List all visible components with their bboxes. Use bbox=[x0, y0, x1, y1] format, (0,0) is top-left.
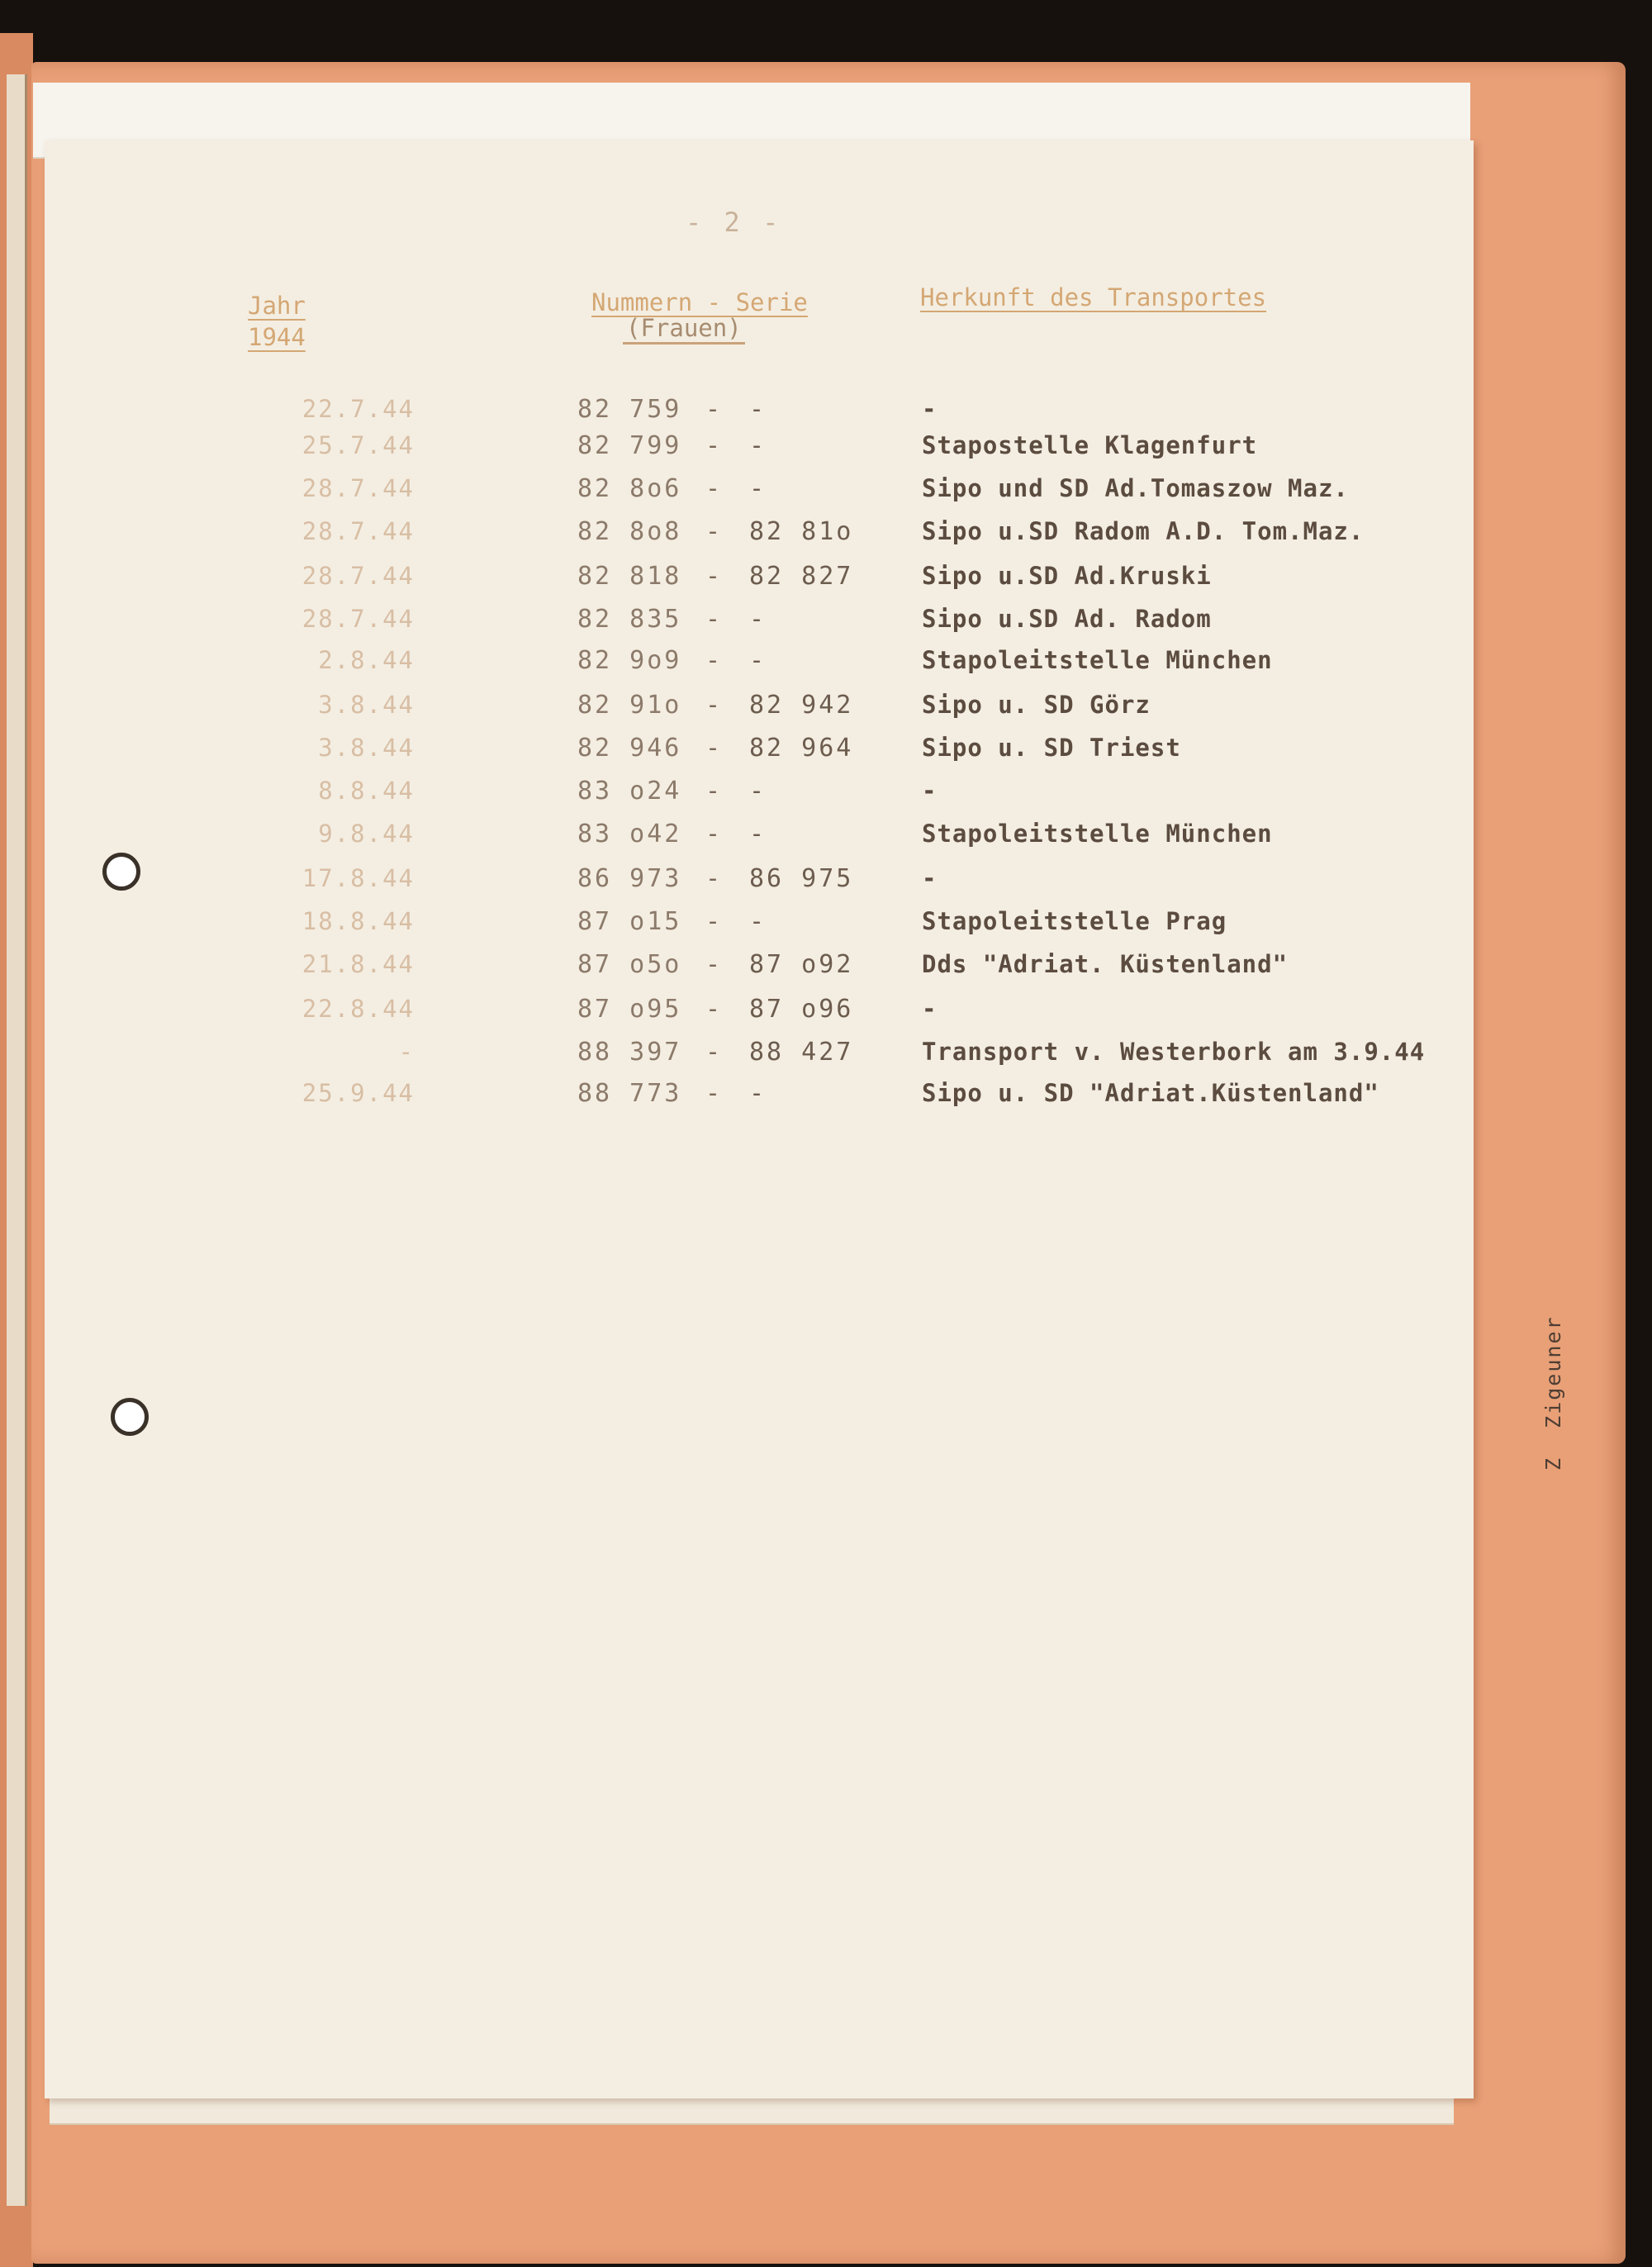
document-page bbox=[45, 140, 1474, 2098]
header-year-value: 1944 bbox=[248, 323, 306, 351]
row-number-to: 82 942 bbox=[749, 691, 854, 720]
side-label: Z Zigeuner bbox=[1541, 1315, 1565, 1471]
table-row bbox=[45, 431, 1474, 474]
row-dash: - bbox=[705, 820, 721, 848]
row-number-to: 82 81o bbox=[749, 517, 854, 546]
page-number: - 2 - bbox=[686, 207, 782, 238]
row-date: 21.8.44 bbox=[301, 950, 415, 978]
row-origin: - bbox=[922, 395, 938, 423]
row-origin: Stapoleitstelle München bbox=[922, 646, 1273, 674]
table-row bbox=[45, 734, 1474, 777]
row-date: 22.7.44 bbox=[301, 395, 415, 423]
row-number-from: 82 799 bbox=[577, 431, 682, 460]
row-origin: Sipo u.SD Ad. Radom bbox=[922, 605, 1212, 633]
row-date: 28.7.44 bbox=[301, 562, 415, 590]
row-dash: - bbox=[705, 950, 721, 979]
row-number-from: 82 8o8 bbox=[577, 517, 682, 546]
row-number-from: 82 946 bbox=[577, 734, 682, 763]
row-date: 3.8.44 bbox=[318, 734, 415, 762]
row-number-from: 82 9o9 bbox=[577, 646, 682, 675]
table-row bbox=[45, 562, 1474, 605]
row-dash: - bbox=[705, 605, 721, 634]
row-number-from: 83 o24 bbox=[577, 777, 682, 806]
row-origin: Stapoleitstelle München bbox=[922, 820, 1273, 848]
row-dash: - bbox=[705, 646, 721, 675]
row-date: 28.7.44 bbox=[301, 605, 415, 633]
row-number-to: 87 o92 bbox=[749, 950, 854, 979]
row-dash: - bbox=[705, 474, 721, 503]
row-origin: Sipo u.SD Radom A.D. Tom.Maz. bbox=[922, 517, 1365, 545]
row-number-from: 82 835 bbox=[577, 605, 682, 634]
row-date: 8.8.44 bbox=[318, 777, 415, 805]
row-dash: - bbox=[705, 995, 721, 1024]
row-number-to: - bbox=[749, 907, 767, 936]
row-number-to: - bbox=[749, 820, 767, 848]
row-number-to: - bbox=[749, 777, 767, 806]
row-dash: - bbox=[705, 1038, 721, 1067]
row-dash: - bbox=[705, 777, 721, 806]
row-origin: - bbox=[922, 864, 938, 892]
row-dash: - bbox=[705, 431, 721, 460]
row-dash: - bbox=[705, 395, 721, 424]
row-number-from: 88 397 bbox=[577, 1038, 682, 1067]
header-number-series: Nummern - Serie bbox=[591, 288, 808, 316]
table-row bbox=[45, 1079, 1474, 1122]
header-frauen bbox=[623, 314, 745, 345]
table-row bbox=[45, 605, 1474, 648]
header-frauen-text: Frauen bbox=[640, 314, 728, 342]
row-number-from: 82 91o bbox=[577, 691, 682, 720]
row-number-to: - bbox=[749, 431, 767, 460]
row-origin: Sipo u. SD "Adriat.Küstenland" bbox=[922, 1079, 1379, 1107]
table-row bbox=[45, 646, 1474, 689]
row-number-to: 82 964 bbox=[749, 734, 854, 763]
table-row bbox=[45, 907, 1474, 950]
row-dash: - bbox=[705, 562, 721, 591]
page-stack-bottom bbox=[50, 2098, 1454, 2125]
row-number-from: 87 o5o bbox=[577, 950, 682, 979]
table-row bbox=[45, 474, 1474, 517]
row-date: - bbox=[398, 1038, 415, 1066]
row-origin: - bbox=[922, 777, 938, 805]
row-number-to: 86 975 bbox=[749, 864, 854, 893]
left-page-stack bbox=[7, 74, 27, 2206]
row-number-from: 82 8o6 bbox=[577, 474, 682, 503]
row-origin: Dds "Adriat. Küstenland" bbox=[922, 950, 1289, 978]
row-number-from: 82 759 bbox=[577, 395, 682, 424]
row-dash: - bbox=[705, 907, 721, 936]
row-origin: - bbox=[922, 995, 938, 1023]
row-date: 22.8.44 bbox=[301, 995, 415, 1023]
row-number-to: 82 827 bbox=[749, 562, 854, 591]
table-row bbox=[45, 864, 1474, 907]
row-number-from: 82 818 bbox=[577, 562, 682, 591]
row-number-from: 87 o15 bbox=[577, 907, 682, 936]
row-dash: - bbox=[705, 864, 721, 893]
row-dash: - bbox=[705, 734, 721, 763]
row-number-from: 83 o42 bbox=[577, 820, 682, 848]
row-origin: Sipo u. SD Görz bbox=[922, 691, 1151, 719]
row-origin: Sipo und SD Ad.Tomaszow Maz. bbox=[922, 474, 1349, 502]
row-origin: Sipo u. SD Triest bbox=[922, 734, 1181, 762]
row-origin: Sipo u.SD Ad.Kruski bbox=[922, 562, 1212, 590]
header-origin: Herkunft des Transportes bbox=[920, 283, 1267, 311]
row-date: 9.8.44 bbox=[318, 820, 415, 848]
row-number-from: 87 o95 bbox=[577, 995, 682, 1024]
punch-hole-lower bbox=[111, 1398, 149, 1436]
row-origin: Stapostelle Klagenfurt bbox=[922, 431, 1258, 459]
row-date: 28.7.44 bbox=[301, 517, 415, 545]
row-number-to: - bbox=[749, 1079, 767, 1108]
table-row bbox=[45, 1038, 1474, 1081]
row-origin: Transport v. Westerbork am 3.9.44 bbox=[922, 1038, 1426, 1066]
row-origin: Stapoleitstelle Prag bbox=[922, 907, 1227, 935]
row-number-from: 88 773 bbox=[577, 1079, 682, 1108]
table-row bbox=[45, 950, 1474, 993]
row-date: 25.7.44 bbox=[301, 431, 415, 459]
table-row bbox=[45, 691, 1474, 734]
row-number-to: - bbox=[749, 605, 767, 634]
row-date: 18.8.44 bbox=[301, 907, 415, 935]
row-dash: - bbox=[705, 691, 721, 720]
row-number-to: - bbox=[749, 395, 767, 424]
row-dash: - bbox=[705, 517, 721, 546]
table-row bbox=[45, 517, 1474, 560]
row-date: 2.8.44 bbox=[318, 646, 415, 674]
table-row bbox=[45, 820, 1474, 863]
row-number-from: 86 973 bbox=[577, 864, 682, 893]
row-date: 28.7.44 bbox=[301, 474, 415, 502]
row-date: 17.8.44 bbox=[301, 864, 415, 892]
table-row bbox=[45, 777, 1474, 820]
row-date: 25.9.44 bbox=[301, 1079, 415, 1107]
row-date: 3.8.44 bbox=[318, 691, 415, 719]
header-year: Jahr bbox=[248, 292, 306, 320]
table-row bbox=[45, 995, 1474, 1038]
row-number-to: 88 427 bbox=[749, 1038, 854, 1067]
row-dash: - bbox=[705, 1079, 721, 1108]
row-number-to: 87 o96 bbox=[749, 995, 854, 1024]
row-number-to: - bbox=[749, 646, 767, 675]
row-number-to: - bbox=[749, 474, 767, 503]
